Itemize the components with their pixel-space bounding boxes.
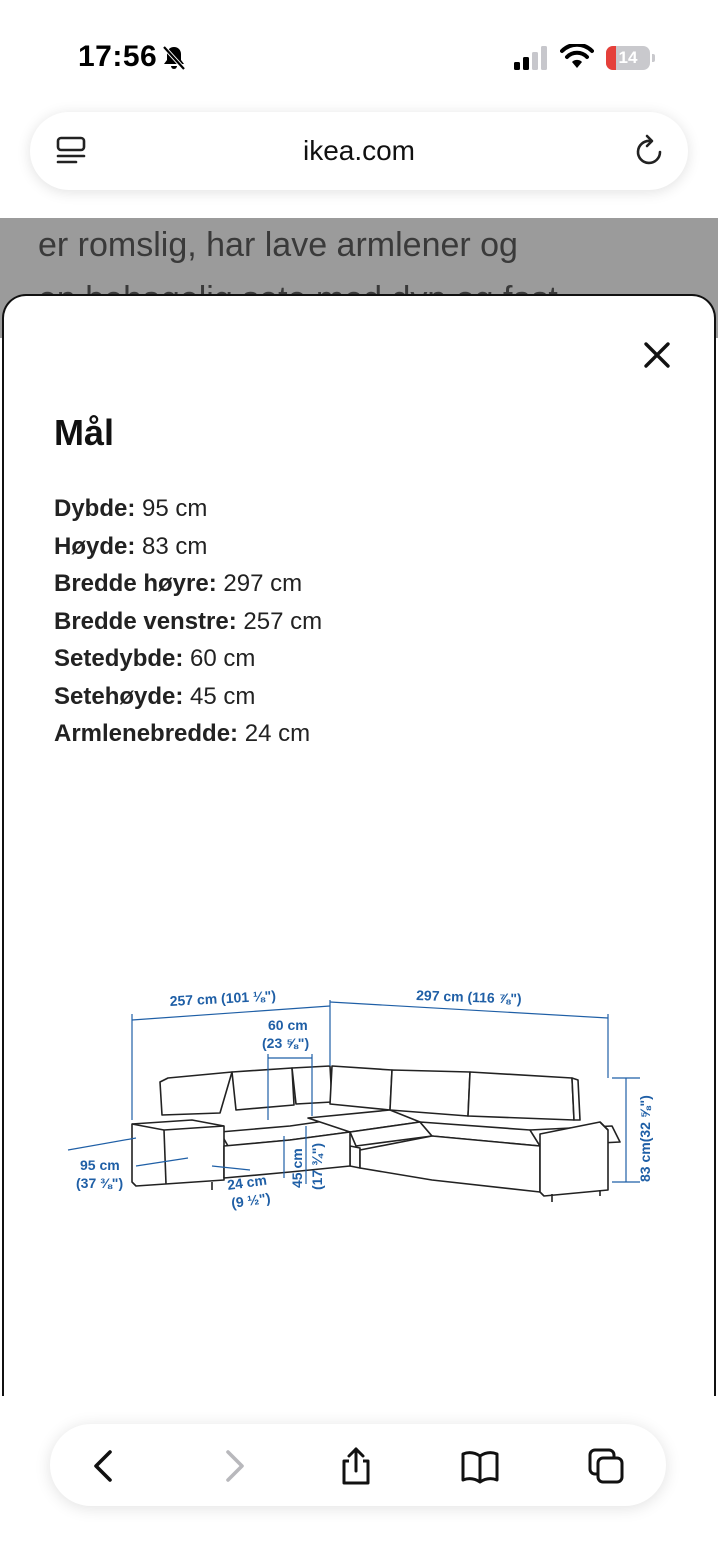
dimension-label: Bredde høyre: xyxy=(54,570,217,597)
dimension-value: 257 cm xyxy=(243,607,323,635)
label-armrest-inch: (9 ½") xyxy=(230,1189,272,1211)
dimension-width-left xyxy=(54,603,322,641)
label-depth: 95 cm xyxy=(80,1157,120,1173)
dimension-value: 297 cm xyxy=(223,570,303,597)
label-height: 83 cm(32 ⅝") xyxy=(637,1095,653,1182)
dimension-armrest-width xyxy=(54,715,322,753)
dimension-width-right xyxy=(54,565,322,603)
label-depth-inch: (37 ⅜") xyxy=(76,1175,124,1191)
bell-slash-icon xyxy=(160,44,188,72)
dimension-label: Bredde venstre: xyxy=(54,607,237,635)
dimension-seat-height xyxy=(54,678,322,716)
label-armrest: 24 cm xyxy=(226,1171,268,1193)
dimension-value: 24 cm xyxy=(244,720,311,747)
dimension-value: 60 cm xyxy=(190,645,256,672)
label-width-right: 297 cm (116 ⅞") xyxy=(415,987,522,1007)
dimensions-sheet xyxy=(2,294,716,1434)
wifi-icon xyxy=(560,44,594,70)
battery-percentage: 14 xyxy=(618,48,638,67)
url-text[interactable]: ikea.com xyxy=(302,135,416,166)
label-seat-depth: 60 cm xyxy=(268,1017,308,1033)
sheet-title: Mål xyxy=(54,412,115,453)
dimension-value: 95 cm xyxy=(142,495,208,522)
dimension-value: 45 cm xyxy=(190,682,256,710)
dimension-label: Setedybde: xyxy=(54,645,184,672)
bookmarks-icon[interactable] xyxy=(460,1446,500,1486)
dimension-label: Setehøyde: xyxy=(54,682,184,710)
close-icon[interactable] xyxy=(640,338,674,372)
cellular-signal-icon xyxy=(514,46,550,70)
reload-icon[interactable] xyxy=(634,134,666,168)
dimension-value: 83 cm xyxy=(142,532,208,560)
page-behind-text: er romslig, har lave armlener og xyxy=(38,226,518,264)
status-bar xyxy=(0,0,718,110)
battery-body xyxy=(606,46,650,70)
status-time: 17:56 xyxy=(78,40,158,73)
sofa-drawing xyxy=(132,1066,620,1202)
dimension-seat-depth xyxy=(54,640,322,678)
label-seat-height: 45 cm xyxy=(289,1148,305,1188)
toolbar-pill xyxy=(50,1424,666,1506)
tabs-icon[interactable] xyxy=(586,1446,626,1486)
battery-icon xyxy=(606,46,654,70)
label-seat-depth-inch: (23 ⅝") xyxy=(262,1035,310,1051)
sofa-dimension-diagram xyxy=(60,970,680,1230)
label-width-left: 257 cm (101 ⅛") xyxy=(169,987,277,1009)
address-bar[interactable] xyxy=(30,112,688,190)
dimension-depth xyxy=(54,490,322,528)
battery-tip xyxy=(652,54,655,62)
label-seat-height-inch: (17 ¾") xyxy=(309,1142,325,1190)
browser-toolbar xyxy=(0,1396,718,1560)
dimension-height xyxy=(54,528,322,566)
dimension-label: Høyde: xyxy=(54,532,136,560)
forward-icon[interactable] xyxy=(214,1446,254,1486)
dimension-label: Armlenebredde: xyxy=(54,720,239,747)
dimensions-list xyxy=(54,490,322,753)
back-icon[interactable] xyxy=(84,1446,124,1486)
share-icon[interactable] xyxy=(336,1446,376,1486)
dimension-label: Dybde: xyxy=(54,495,136,522)
